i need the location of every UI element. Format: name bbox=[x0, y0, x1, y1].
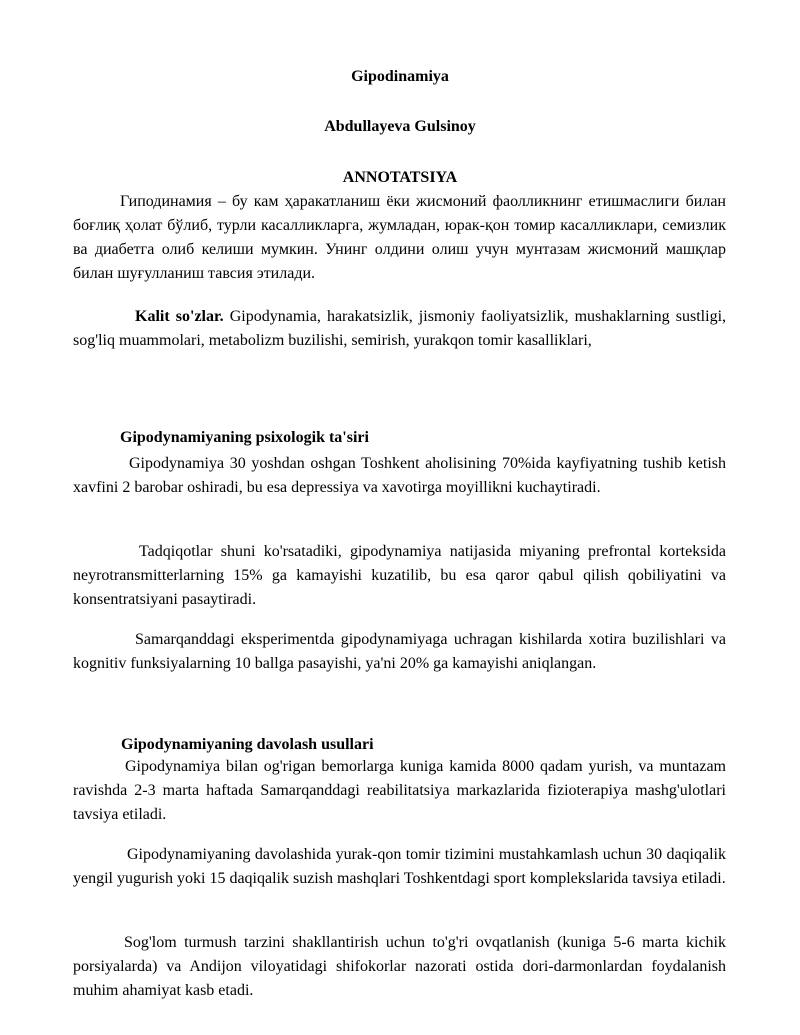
keywords-text: Gipodynamia, harakatsizlik, jismoniy faoliyatsizlik, mushaklarning sustligi, sog'liq muammolari, metabolizm buzilishi, semirish, yurakqon tomir kasalliklari, bbox=[73, 308, 727, 349]
section-heading-treatment: Gipodynamiyaning davolash usullari bbox=[121, 736, 374, 753]
author-name: Abdullayeva Gulsinoy bbox=[324, 118, 476, 135]
keywords-label: Kalit so'zlar. bbox=[135, 308, 224, 325]
keywords-paragraph bbox=[73, 305, 726, 353]
annotation-heading: ANNOTATSIYA bbox=[342, 169, 458, 186]
document-title: Gipodinamiya bbox=[351, 68, 449, 85]
section2-paragraph-3: Sog'lom turmush tarzini shakllantirish uchun to'g'ri ovqatlanish (kuniga 5-6 marta kichik porsiyalarda) va Andijon viloyatidagi shifokorlar nazorati ostida dori-darmonlardan foydalanish muhim ahamiyat kasb etadi. bbox=[73, 934, 726, 999]
annotation-text: Гиподинамия – бу кам ҳаракатланиш ёки жисмоний фаолликнинг етишмаслиги билан боғлиқ ҳолат бўлиб, турли касалликларга, жумладан, юрак-қон томир касалликлари, семизлик ва диабетга олиб келиши мумкин. Унинг олдини олиш учун мунтазам жисмоний машқлар билан шуғулланиш тавсия этилади. bbox=[73, 193, 726, 282]
section1-paragraph-1: Gipodynamiya 30 yoshdan oshgan Toshkent aholisining 70%ida kayfiyatning tushib ketish xavfini 2 barobar oshiradi, bu esa depressiya va xavotirga moyillikni kuchaytiradi. bbox=[73, 455, 726, 496]
section2-paragraph-1: Gipodynamiya bilan og'rigan bemorlarga kuniga kamida 8000 qadam yurish, va muntazam ravishda 2-3 marta haftada Samarqanddagi reabilitatsiya markazlarida fizioterapiya mashg'ulotlari tavsiya etiladi. bbox=[73, 758, 726, 823]
section1-paragraph-2: Tadqiqotlar shuni ko'rsatadiki, gipodynamiya natijasida miyaning prefrontal korteksida neyrotransmitterlarning 15% ga kamayishi kuzatilib, bu esa qaror qabul qilish qobiliyatini va konsentratsiyani pasaytiradi. bbox=[73, 543, 726, 608]
section-heading-psychological: Gipodynamiyaning psixologik ta'siri bbox=[120, 429, 369, 446]
section2-paragraph-2: Gipodynamiyaning davolashida yurak-qon tomir tizimini mustahkamlash uchun 30 daqiqalik yengil yugurish yoki 15 daqiqalik suzish mashqlari Toshkentdagi sport komplekslarida tavsiya etiladi. bbox=[73, 846, 726, 887]
section1-paragraph-3: Samarqanddagi eksperimentda gipodynamiyaga uchragan kishilarda xotira buzilishlari va kognitiv funksiyalarning 10 ballga pasayishi, ya'ni 20% ga kamayishi aniqlangan. bbox=[73, 631, 726, 672]
